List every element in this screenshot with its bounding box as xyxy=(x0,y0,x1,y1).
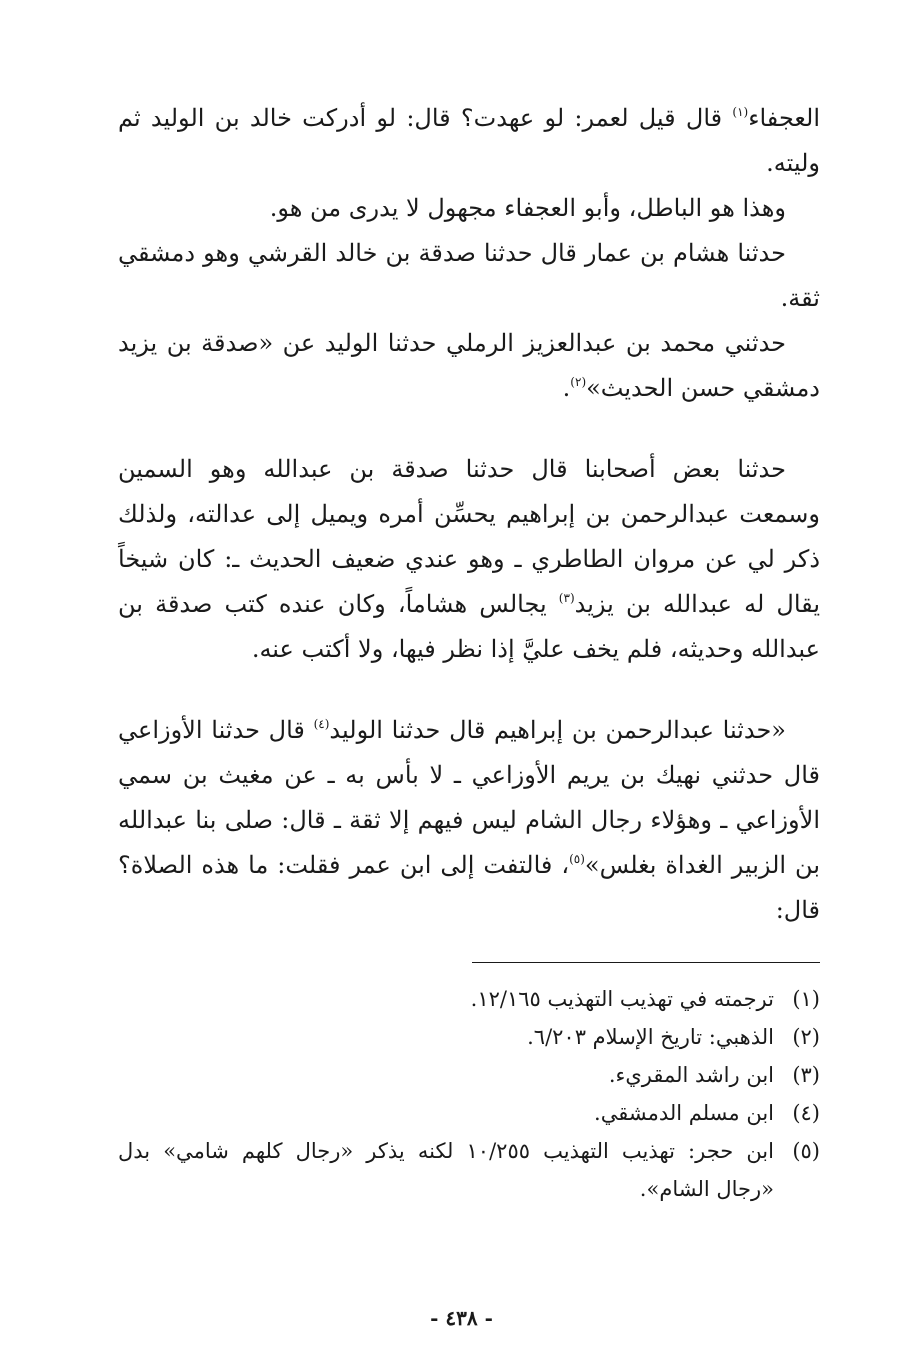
paragraph-6-part2: قال حدثنا الأوزاعي قال حدثني نهيك بن يريم الأوزاعي ـ لا بأس به ـ عن مغيث بن سمي الأوزاعي ـ وهؤلاء رجال الشام ليس فيهم إلا ثقة ـ قال: صلى بنا عبدالله بن الزبير الغداة بغلس» xyxy=(118,716,820,879)
footnote-text: ترجمته في تهذيب التهذيب ١٢/١٦٥. xyxy=(470,987,774,1011)
footnote-2 xyxy=(118,1018,820,1056)
paragraph-6-part3: ، فالتفت إلى ابن عمر فقلت: ما هذه الصلاة؟ قال: xyxy=(118,851,820,924)
paragraph-4 xyxy=(118,321,820,411)
footnote-text: الذهبي: تاريخ الإسلام ٦/٢٠٣. xyxy=(527,1025,774,1049)
footnote-number: (١) xyxy=(792,987,820,1011)
footnote-text: ابن حجر: تهذيب التهذيب ١٠/٢٥٥ لكنه يذكر «رجال كلهم شامي» بدل «رجال الشام». xyxy=(118,1139,774,1201)
paragraph-1 xyxy=(118,96,820,186)
paragraph-4-text: حدثني محمد بن عبدالعزيز الرملي حدثنا الوليد عن «صدقة بن يزيد دمشقي حسن الحديث» xyxy=(118,329,820,402)
footnote-number: (٣) xyxy=(792,1063,820,1087)
footnote-text: ابن راشد المقريء. xyxy=(608,1063,774,1087)
footnotes xyxy=(118,980,820,1208)
paragraph-1-text: العجفاء xyxy=(748,104,820,132)
paragraph-6-part1: «حدثنا عبدالرحمن بن إبراهيم قال حدثنا الوليد xyxy=(329,716,786,744)
footnote-number: (٤) xyxy=(792,1101,820,1125)
paragraph-5-part2: يجالس هشاماً، وكان عنده كتب صدقة بن عبدالله وحديثه، فلم يخف عليَّ إذا نظر فيها، ولا أكتب عنه. xyxy=(118,590,820,663)
footnote-number: (٥) xyxy=(792,1139,820,1163)
paragraph-1-rest: قال قيل لعمر: لو عهدت؟ قال: لو أدركت خالد بن الوليد ثم وليته. xyxy=(118,104,820,177)
paragraph-2: وهذا هو الباطل، وأبو العجفاء مجهول لا يدرى من هو. xyxy=(269,194,786,222)
paragraph-5 xyxy=(118,447,820,672)
paragraph-5-part1: حدثنا بعض أصحابنا قال حدثنا صدقة بن عبدالله وهو السمين وسمعت عبدالرحمن بن إبراهيم يحسِّن أمره ويميل إلى عدالته، ولذلك ذكر لي عن مروان الطاطري ـ وهو عندي ضعيف الحديث ـ: كان شيخاً يقال له عبدالله بن يزيد xyxy=(118,455,820,618)
footnote-ref-3[interactable]: (٣) xyxy=(558,591,575,605)
footnote-1 xyxy=(118,980,820,1018)
footnote-text: ابن مسلم الدمشقي. xyxy=(594,1101,774,1125)
paragraph-6 xyxy=(118,708,820,933)
footnote-divider xyxy=(472,962,820,963)
page-number: - ٤٣٨ - xyxy=(430,1306,493,1330)
main-text xyxy=(118,96,820,933)
paragraph-4-rest: . xyxy=(562,374,571,402)
footnote-ref-1[interactable]: (١) xyxy=(732,105,749,119)
paragraph-3: حدثنا هشام بن عمار قال حدثنا صدقة بن خالد القرشي وهو دمشقي ثقة. xyxy=(118,239,820,312)
footnote-ref-2[interactable]: (٢) xyxy=(570,375,587,389)
footnote-4 xyxy=(118,1094,820,1132)
paragraph-gap xyxy=(118,411,820,447)
paragraph-gap xyxy=(118,672,820,708)
footnote-5 xyxy=(118,1132,820,1208)
footnote-3 xyxy=(118,1056,820,1094)
footnote-ref-4[interactable]: (٤) xyxy=(313,717,330,731)
footnote-ref-5[interactable]: (٥) xyxy=(569,852,585,866)
footnote-number: (٢) xyxy=(792,1025,820,1049)
